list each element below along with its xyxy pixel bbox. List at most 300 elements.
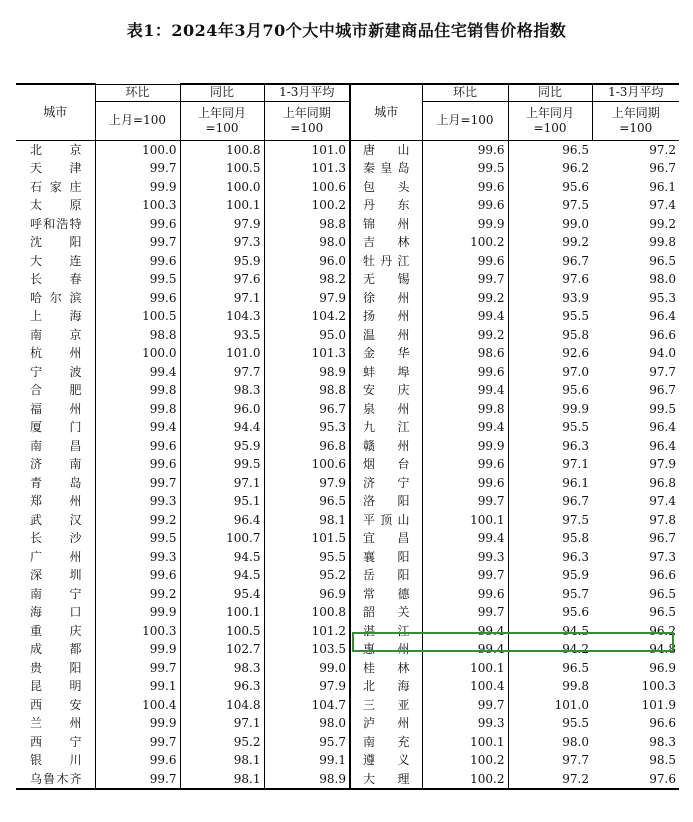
avg-right-cell: 96.6 (649, 568, 676, 582)
header-avg-base-left: 上年同期 =100 (264, 101, 350, 140)
avg-right-cell: 96.8 (649, 475, 676, 490)
avg-left-cell: 96.0 (264, 252, 350, 271)
table-row (16, 418, 679, 437)
table-row (16, 400, 679, 419)
mom-left-cell: 99.9 (95, 640, 180, 659)
yoy-right-cell: 95.6 (508, 603, 592, 622)
city-right-cell: 泸 州 (350, 714, 422, 733)
yoy-right-cell: 95.5 (508, 418, 592, 437)
city-right-cell: 包 头 (350, 178, 422, 197)
city-right-cell: 宜 昌 (350, 529, 422, 548)
yoy-right-cell: 99.9 (508, 400, 592, 419)
header-yoy-right: 同比 (508, 84, 592, 101)
avg-right-cell: 97.2 (649, 142, 676, 157)
city-left-cell: 武 汉 (30, 512, 82, 527)
city-right-cell: 金 华 (350, 344, 422, 363)
city-right-cell: 洛 阳 (350, 492, 422, 511)
mom-right-cell: 99.2 (422, 326, 508, 345)
avg-left-cell: 101.5 (264, 529, 350, 548)
yoy-left-cell: 98.1 (180, 770, 264, 789)
mom-right-cell: 99.7 (422, 492, 508, 511)
avg-left-cell: 98.1 (264, 511, 350, 530)
avg-left-cell: 98.9 (264, 770, 350, 789)
yoy-right-cell: 94.2 (508, 640, 592, 659)
table-row (16, 696, 679, 715)
table-row (16, 344, 679, 363)
avg-left-cell: 98.8 (264, 215, 350, 234)
table-row (16, 252, 679, 271)
city-left-cell: 广 州 (30, 549, 82, 564)
avg-left-cell: 95.7 (264, 733, 350, 752)
table-row (16, 363, 679, 382)
city-right-cell: 襄 阳 (350, 548, 422, 567)
table-row (16, 511, 679, 530)
mom-left-cell: 99.7 (95, 159, 180, 178)
avg-right-cell: 97.8 (649, 512, 676, 527)
mom-left-cell: 99.8 (95, 400, 180, 419)
mom-right-cell: 99.6 (422, 363, 508, 382)
price-index-table (16, 83, 679, 788)
city-left-cell: 大 连 (30, 253, 82, 268)
table-row (16, 751, 679, 770)
avg-left-cell: 95.0 (264, 326, 350, 345)
city-left-cell: 济 南 (30, 457, 82, 471)
yoy-right-cell: 95.5 (508, 714, 592, 733)
mom-left-cell: 99.1 (95, 677, 180, 696)
mom-left-cell: 99.6 (95, 566, 180, 585)
city-right-cell: 常 德 (350, 585, 422, 604)
avg-left-cell: 100.6 (264, 178, 350, 197)
avg-left-cell: 95.2 (264, 566, 350, 585)
city-left-cell: 北 京 (30, 142, 82, 157)
yoy-right-cell: 96.3 (508, 437, 592, 456)
table-row (16, 622, 679, 641)
city-left-cell: 厦 门 (30, 420, 82, 434)
avg-right-cell: 96.7 (649, 531, 676, 545)
city-right-cell: 济 宁 (350, 474, 422, 493)
avg-right-cell: 100.3 (641, 679, 676, 693)
city-right-cell: 徐 州 (350, 289, 422, 308)
yoy-right-cell: 96.7 (508, 252, 592, 271)
yoy-left-cell: 95.2 (180, 733, 264, 752)
mom-right-cell: 99.6 (422, 585, 508, 604)
city-left-cell: 南 京 (30, 327, 82, 342)
avg-left-cell: 95.3 (264, 418, 350, 437)
yoy-right-cell: 97.5 (508, 511, 592, 530)
table-row (16, 770, 679, 789)
mom-right-cell: 99.6 (422, 474, 508, 493)
city-right-cell: 韶 关 (350, 603, 422, 622)
city-left-cell: 兰 州 (30, 716, 82, 730)
city-right-cell: 温 州 (350, 326, 422, 345)
avg-left-cell: 101.3 (264, 159, 350, 178)
mom-right-cell: 99.4 (422, 529, 508, 548)
city-right-cell: 岳 阳 (350, 566, 422, 585)
avg-right-cell: 96.4 (649, 309, 676, 323)
avg-right-cell: 98.3 (649, 734, 676, 749)
avg-right-cell: 99.8 (649, 235, 676, 249)
city-right-cell: 吉 林 (350, 233, 422, 252)
mom-left-cell: 99.7 (95, 233, 180, 252)
mom-right-cell: 99.7 (422, 696, 508, 715)
yoy-right-cell: 96.5 (508, 140, 592, 159)
yoy-left-cell: 98.1 (180, 751, 264, 770)
yoy-right-cell: 97.0 (508, 363, 592, 382)
table-row (16, 455, 679, 474)
mom-left-cell: 99.6 (95, 751, 180, 770)
mom-right-cell: 99.4 (422, 381, 508, 400)
yoy-left-cell: 95.1 (180, 492, 264, 511)
avg-right-cell: 98.0 (649, 272, 676, 286)
avg-right-cell: 99.5 (649, 401, 676, 416)
avg-left-cell: 100.6 (264, 455, 350, 474)
mom-left-cell: 100.3 (95, 622, 180, 641)
avg-left-cell: 98.0 (264, 233, 350, 252)
avg-left-cell: 98.2 (264, 270, 350, 289)
header-avg-left: 1-3月平均 (264, 84, 350, 101)
table-row (16, 492, 679, 511)
city-left-cell: 银 川 (30, 753, 82, 767)
yoy-left-cell: 96.0 (180, 400, 264, 419)
yoy-left-cell: 97.6 (180, 270, 264, 289)
yoy-right-cell: 97.5 (508, 196, 592, 215)
table-row (16, 381, 679, 400)
mom-right-cell: 99.6 (422, 196, 508, 215)
mom-right-cell: 99.7 (422, 270, 508, 289)
yoy-left-cell: 94.4 (180, 418, 264, 437)
yoy-right-cell: 95.8 (508, 326, 592, 345)
mom-left-cell: 99.4 (95, 418, 180, 437)
header-yoy-base-right: 上年同月 =100 (508, 101, 592, 140)
avg-left-cell: 99.1 (264, 751, 350, 770)
yoy-right-cell: 97.7 (508, 751, 592, 770)
mom-right-cell: 99.6 (422, 455, 508, 474)
avg-left-cell: 104.2 (264, 307, 350, 326)
mom-left-cell: 99.9 (95, 178, 180, 197)
city-right-cell: 扬 州 (350, 307, 422, 326)
mom-right-cell: 99.5 (422, 159, 508, 178)
avg-left-cell: 96.5 (264, 492, 350, 511)
avg-left-cell: 96.9 (264, 585, 350, 604)
mom-right-cell: 99.8 (422, 400, 508, 419)
avg-left-cell: 104.7 (264, 696, 350, 715)
yoy-right-cell: 97.2 (508, 770, 592, 789)
city-left-cell: 成 都 (30, 642, 82, 656)
table-row (16, 326, 679, 345)
city-left-cell: 西 宁 (30, 734, 82, 749)
city-left-cell: 深 圳 (30, 568, 82, 582)
mom-left-cell: 99.6 (95, 252, 180, 271)
mom-right-cell: 99.3 (422, 714, 508, 733)
table-row (16, 140, 679, 159)
city-right-cell: 蚌 埠 (350, 363, 422, 382)
city-left-cell: 哈尔滨 (30, 290, 82, 305)
yoy-left-cell: 97.3 (180, 233, 264, 252)
city-right-cell: 泉 州 (350, 400, 422, 419)
city-left-cell: 福 州 (30, 401, 82, 416)
city-left-cell: 呼和浩特 (30, 216, 82, 231)
mom-left-cell: 99.6 (95, 437, 180, 456)
avg-left-cell: 101.3 (264, 344, 350, 363)
avg-right-cell: 96.4 (649, 420, 676, 434)
city-right-cell: 唐 山 (350, 140, 422, 159)
mom-right-cell: 100.1 (422, 511, 508, 530)
avg-right-cell: 97.4 (649, 494, 676, 508)
city-left-cell: 乌鲁木齐 (30, 771, 82, 786)
mom-left-cell: 99.4 (95, 363, 180, 382)
city-right-cell: 赣 州 (350, 437, 422, 456)
mom-right-cell: 99.4 (422, 622, 508, 641)
mom-right-cell: 99.9 (422, 215, 508, 234)
avg-left-cell: 100.8 (264, 603, 350, 622)
header-mom-right: 环比 (422, 84, 508, 101)
yoy-left-cell: 100.7 (180, 529, 264, 548)
table-row (16, 529, 679, 548)
yoy-right-cell: 96.2 (508, 159, 592, 178)
avg-right-cell: 96.2 (649, 623, 676, 638)
city-right-cell: 湛 江 (350, 622, 422, 641)
mom-right-cell: 99.4 (422, 307, 508, 326)
yoy-left-cell: 98.3 (180, 659, 264, 678)
city-right-cell: 三 亚 (350, 696, 422, 715)
city-left-cell: 杭 州 (30, 346, 82, 360)
city-left-cell: 贵 阳 (30, 660, 82, 675)
mom-left-cell: 99.7 (95, 659, 180, 678)
avg-right-cell: 96.1 (649, 179, 676, 194)
mom-left-cell: 99.3 (95, 548, 180, 567)
yoy-left-cell: 100.5 (180, 159, 264, 178)
table-bottom-rule (16, 788, 679, 790)
avg-left-cell: 98.0 (264, 714, 350, 733)
yoy-left-cell: 95.9 (180, 252, 264, 271)
avg-left-cell: 97.9 (264, 289, 350, 308)
mom-left-cell: 99.2 (95, 585, 180, 604)
table-body (16, 140, 679, 788)
yoy-left-cell: 95.4 (180, 585, 264, 604)
mom-left-cell: 99.5 (95, 270, 180, 289)
mom-right-cell: 99.9 (422, 437, 508, 456)
city-right-cell: 惠 州 (350, 640, 422, 659)
mom-left-cell: 99.5 (95, 529, 180, 548)
avg-right-cell: 97.7 (649, 364, 676, 379)
avg-right-cell: 97.3 (649, 549, 676, 564)
table-row (16, 585, 679, 604)
city-left-cell: 太 原 (30, 198, 82, 212)
mom-left-cell: 98.8 (95, 326, 180, 345)
city-left-cell: 海 口 (30, 605, 82, 619)
yoy-left-cell: 94.5 (180, 548, 264, 567)
mom-left-cell: 100.0 (95, 344, 180, 363)
yoy-right-cell: 95.5 (508, 307, 592, 326)
yoy-right-cell: 92.6 (508, 344, 592, 363)
table-row (16, 159, 679, 178)
yoy-left-cell: 104.3 (180, 307, 264, 326)
avg-left-cell: 103.5 (264, 640, 350, 659)
yoy-left-cell: 98.3 (180, 381, 264, 400)
table-row (16, 566, 679, 585)
mom-right-cell: 99.4 (422, 640, 508, 659)
city-right-cell: 丹 东 (350, 196, 422, 215)
yoy-right-cell: 95.6 (508, 381, 592, 400)
mom-right-cell: 99.4 (422, 418, 508, 437)
city-left-cell: 南 宁 (30, 586, 82, 601)
mom-right-cell: 100.2 (422, 770, 508, 789)
avg-right-cell: 97.4 (649, 198, 676, 212)
city-left-cell: 郑 州 (30, 494, 82, 508)
yoy-left-cell: 97.1 (180, 289, 264, 308)
avg-left-cell: 101.2 (264, 622, 350, 641)
yoy-right-cell: 95.7 (508, 585, 592, 604)
avg-right-cell: 96.5 (649, 586, 676, 601)
yoy-right-cell: 99.0 (508, 215, 592, 234)
price-index-table-container (16, 83, 679, 790)
avg-right-cell: 96.7 (649, 383, 676, 397)
yoy-left-cell: 102.7 (180, 640, 264, 659)
yoy-left-cell: 97.1 (180, 714, 264, 733)
header-mom-base-left: 上月=100 (95, 101, 180, 140)
yoy-right-cell: 99.8 (508, 677, 592, 696)
avg-right-cell: 94.8 (649, 642, 676, 656)
mom-right-cell: 99.6 (422, 178, 508, 197)
table-row (16, 677, 679, 696)
avg-right-cell: 101.9 (641, 697, 676, 712)
city-left-cell: 长 春 (30, 272, 82, 286)
yoy-left-cell: 94.5 (180, 566, 264, 585)
yoy-left-cell: 99.5 (180, 455, 264, 474)
mom-left-cell: 100.3 (95, 196, 180, 215)
table-row (16, 733, 679, 752)
yoy-left-cell: 96.3 (180, 677, 264, 696)
yoy-right-cell: 94.5 (508, 622, 592, 641)
mom-right-cell: 100.1 (422, 659, 508, 678)
table-row (16, 714, 679, 733)
table-row (16, 437, 679, 456)
mom-left-cell: 99.9 (95, 603, 180, 622)
city-right-cell: 北 海 (350, 677, 422, 696)
city-right-cell: 南 充 (350, 733, 422, 752)
yoy-right-cell: 96.7 (508, 492, 592, 511)
avg-left-cell: 97.9 (264, 677, 350, 696)
yoy-right-cell: 96.1 (508, 474, 592, 493)
city-left-cell: 天 津 (30, 161, 82, 175)
yoy-right-cell: 96.3 (508, 548, 592, 567)
mom-right-cell: 100.4 (422, 677, 508, 696)
yoy-left-cell: 96.4 (180, 511, 264, 530)
yoy-right-cell: 95.8 (508, 529, 592, 548)
yoy-left-cell: 95.9 (180, 437, 264, 456)
yoy-left-cell: 97.7 (180, 363, 264, 382)
yoy-left-cell: 97.9 (180, 215, 264, 234)
yoy-left-cell: 101.0 (180, 344, 264, 363)
yoy-left-cell: 100.8 (180, 140, 264, 159)
avg-right-cell: 96.6 (649, 327, 676, 342)
mom-left-cell: 99.7 (95, 474, 180, 493)
yoy-left-cell: 100.1 (180, 196, 264, 215)
table-row (16, 233, 679, 252)
header-avg-base-right: 上年同期 =100 (592, 101, 679, 140)
avg-left-cell: 97.9 (264, 474, 350, 493)
table-row (16, 196, 679, 215)
mom-left-cell: 99.6 (95, 289, 180, 308)
header-city-right: 城市 (350, 84, 422, 140)
yoy-right-cell: 93.9 (508, 289, 592, 308)
mom-left-cell: 99.3 (95, 492, 180, 511)
mom-right-cell: 98.6 (422, 344, 508, 363)
city-left-cell: 宁 波 (30, 364, 82, 379)
table-row (16, 474, 679, 493)
yoy-right-cell: 95.9 (508, 566, 592, 585)
table-row (16, 307, 679, 326)
avg-left-cell: 98.8 (264, 381, 350, 400)
avg-right-cell: 98.5 (649, 753, 676, 767)
table-header (16, 84, 679, 140)
mom-left-cell: 100.5 (95, 307, 180, 326)
mom-right-cell: 99.6 (422, 252, 508, 271)
city-right-cell: 秦皇岛 (350, 159, 422, 178)
table-row (16, 659, 679, 678)
table-row (16, 270, 679, 289)
city-right-cell: 九 江 (350, 418, 422, 437)
mom-left-cell: 99.7 (95, 770, 180, 789)
yoy-left-cell: 104.8 (180, 696, 264, 715)
city-right-cell: 安 庆 (350, 381, 422, 400)
header-mom-left: 环比 (95, 84, 180, 101)
table-title: 表1：2024年3月70个大中城市新建商品住宅销售价格指数 (126, 21, 567, 40)
table-row (16, 215, 679, 234)
table-row (16, 603, 679, 622)
header-avg-right: 1-3月平均 (592, 84, 679, 101)
mom-left-cell: 99.7 (95, 733, 180, 752)
avg-right-cell: 96.7 (649, 161, 676, 175)
avg-left-cell: 95.5 (264, 548, 350, 567)
mom-left-cell: 99.8 (95, 381, 180, 400)
city-left-cell: 昆 明 (30, 679, 82, 693)
avg-left-cell: 100.2 (264, 196, 350, 215)
city-right-cell: 锦 州 (350, 215, 422, 234)
yoy-left-cell: 100.0 (180, 178, 264, 197)
table-row (16, 178, 679, 197)
mom-left-cell: 99.2 (95, 511, 180, 530)
mom-right-cell: 100.2 (422, 233, 508, 252)
city-left-cell: 南 昌 (30, 438, 82, 453)
city-right-cell: 牡丹江 (350, 252, 422, 271)
city-right-cell: 烟 台 (350, 455, 422, 474)
city-right-cell: 无 锡 (350, 270, 422, 289)
avg-right-cell: 96.5 (649, 253, 676, 268)
mom-right-cell: 100.2 (422, 751, 508, 770)
city-left-cell: 重 庆 (30, 623, 82, 638)
yoy-left-cell: 100.1 (180, 603, 264, 622)
yoy-left-cell: 97.1 (180, 474, 264, 493)
mom-left-cell: 100.4 (95, 696, 180, 715)
city-right-cell: 桂 林 (350, 659, 422, 678)
mom-right-cell: 99.7 (422, 603, 508, 622)
yoy-right-cell: 95.6 (508, 178, 592, 197)
mom-right-cell: 99.3 (422, 548, 508, 567)
yoy-right-cell: 98.0 (508, 733, 592, 752)
yoy-right-cell: 96.5 (508, 659, 592, 678)
mom-right-cell: 99.7 (422, 566, 508, 585)
mom-left-cell: 99.9 (95, 714, 180, 733)
avg-left-cell: 96.8 (264, 437, 350, 456)
city-left-cell: 合 肥 (30, 383, 82, 397)
yoy-right-cell: 101.0 (508, 696, 592, 715)
mom-right-cell: 99.2 (422, 289, 508, 308)
table-row (16, 548, 679, 567)
mom-right-cell: 99.6 (422, 140, 508, 159)
mom-left-cell: 99.6 (95, 455, 180, 474)
city-left-cell: 沈 阳 (30, 235, 82, 249)
